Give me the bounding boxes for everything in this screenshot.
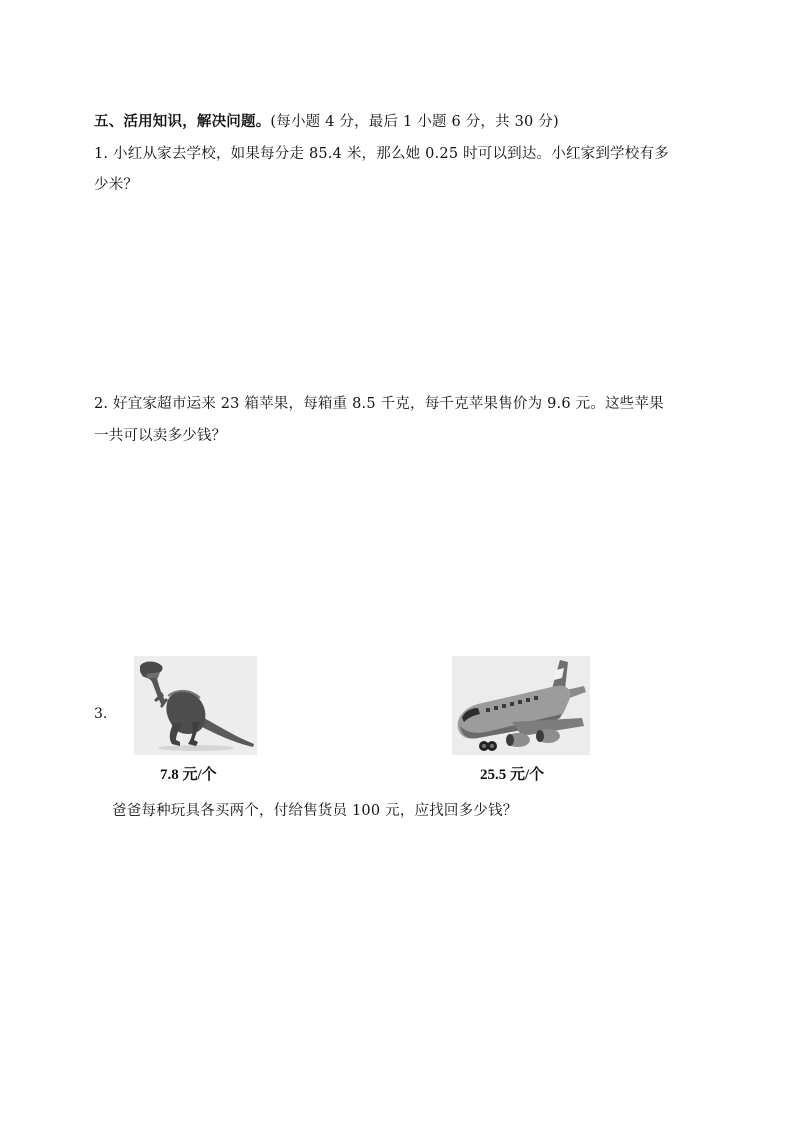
section-heading-title: 五、活用知识，解决问题。 xyxy=(94,113,271,130)
question-2-line-2: 一共可以卖多少钱？ xyxy=(94,428,227,444)
dinosaur-icon xyxy=(134,656,257,755)
question-1-line-1: 1. 小红从家去学校，如果每分走 85.4 米，那么她 0.25 时可以到达。小红家到学校有多 xyxy=(94,146,669,162)
dinosaur-price: 7.8 元/个 xyxy=(160,767,217,783)
section-heading-note: (每小题 4 分，最后 1 小题 6 分，共 30 分) xyxy=(270,114,559,130)
dinosaur-toy-photo xyxy=(134,656,257,755)
section-heading xyxy=(94,112,559,132)
question-1-line-2: 少米？ xyxy=(94,177,139,193)
question-3-text: 爸爸每种玩具各买两个，付给售货员 100 元，应找回多少钱？ xyxy=(112,803,518,819)
airplane-icon xyxy=(452,656,590,755)
airplane-price: 25.5 元/个 xyxy=(480,767,545,783)
question-2-line-1: 2. 好宜家超市运来 23 箱苹果，每箱重 8.5 千克，每千克苹果售价为 9.6 元。这些苹果 xyxy=(94,396,664,412)
question-3-number: 3. xyxy=(94,706,108,722)
airplane-toy-photo xyxy=(452,656,590,755)
